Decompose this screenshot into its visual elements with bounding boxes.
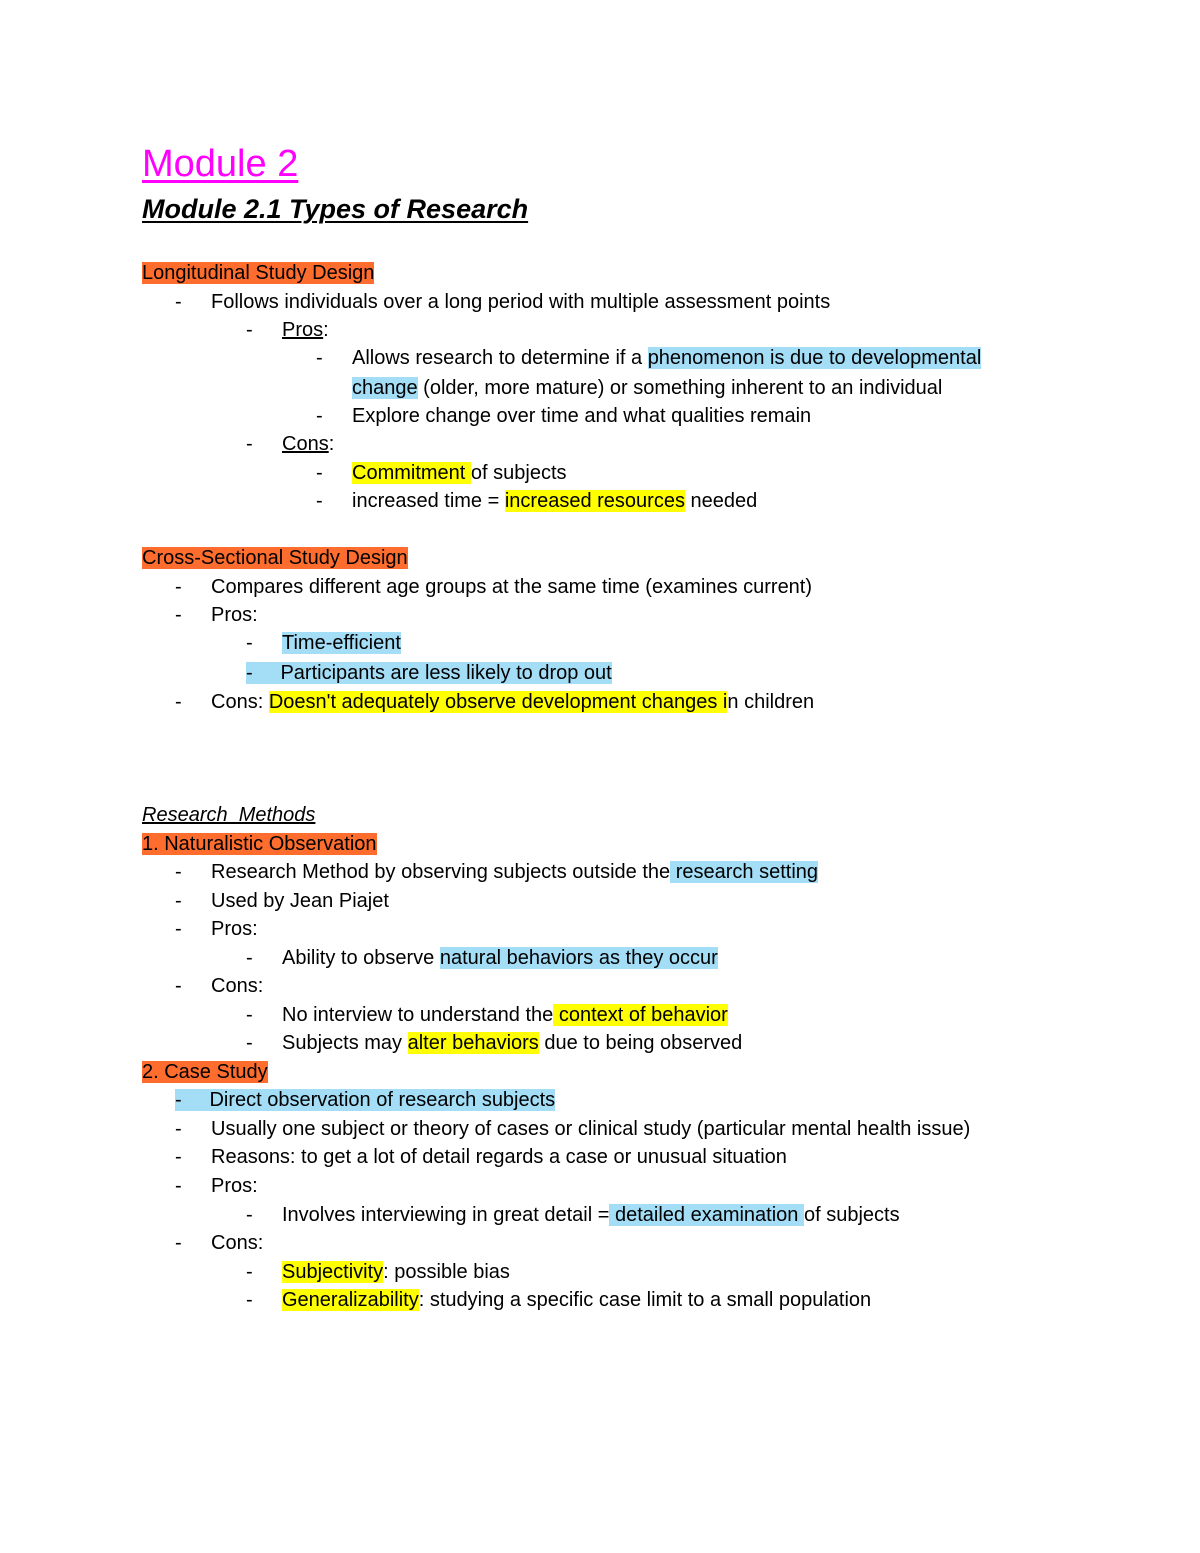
bullet-dash: - (175, 1089, 182, 1111)
list-item-text: Cons: (211, 975, 264, 997)
bullet-dash: - (175, 975, 182, 997)
highlight-text: natural behaviors as they occur (439, 947, 718, 969)
list-item-text: Cons: (211, 1232, 264, 1254)
highlight-text: research setting (670, 861, 819, 883)
list-item-text: Allows research to determine if a (352, 347, 648, 369)
list-item (175, 574, 813, 600)
highlight-text: change (352, 377, 418, 399)
bullet-dash: - (175, 1232, 182, 1254)
colon: : (328, 433, 335, 455)
list-item-text: Research Method by observing subjects outside the (211, 861, 671, 883)
list-item (175, 973, 264, 999)
list-item (175, 602, 258, 628)
bullet-dash: - (246, 433, 253, 455)
list-item (175, 1087, 555, 1113)
list-item (175, 888, 389, 914)
list-item-text: due to being observed (538, 1032, 743, 1054)
list-item (246, 1259, 510, 1285)
list-item (175, 1230, 264, 1256)
highlight-text: phenomenon is due to developmental (647, 347, 982, 369)
list-item-text: Follows individuals over a long period with multiple assessment points (211, 291, 831, 313)
heading-text: 1. Naturalistic Observation (142, 833, 377, 855)
list-item-text: Reasons: to get a lot of detail regards a case or unusual situation (211, 1146, 787, 1168)
highlighted-dash (246, 662, 280, 684)
pros-label: Pros (282, 319, 324, 341)
bullet-dash: - (175, 604, 182, 626)
list-item (316, 403, 812, 429)
page-subtitle: Module 2.1 Types of Research (142, 194, 529, 224)
highlighted-dash (175, 1089, 209, 1111)
bullet-dash: - (175, 861, 182, 883)
list-item (175, 916, 258, 942)
list-item-text: needed (684, 490, 758, 512)
bullet-dash: - (246, 1032, 253, 1054)
list-item-text: of subjects (470, 462, 567, 484)
bullet-dash: - (316, 462, 323, 484)
bullet-dash: - (175, 1175, 182, 1197)
list-item-text: : studying a specific case limit to a small population (418, 1289, 872, 1311)
bullet-dash: - (246, 1289, 253, 1311)
list-item-text: Pros: (211, 918, 258, 940)
list-item (246, 1287, 872, 1313)
list-item (246, 630, 401, 656)
list-item-text: n children (727, 691, 815, 713)
list-item (246, 945, 718, 971)
bullet-dash: - (246, 662, 253, 684)
list-item-text: Explore change over time and what qualities remain (352, 405, 812, 427)
bullet-dash: - (246, 1004, 253, 1026)
list-item (316, 460, 567, 486)
page-title: Module 2 (142, 143, 299, 185)
highlight-text: Commitment (352, 462, 471, 484)
heading-text: Research Methods (142, 804, 316, 826)
highlight-text: Direct observation of research subjects (209, 1089, 556, 1111)
heading-text: 2. Case Study (142, 1061, 268, 1083)
bullet-dash: - (246, 319, 253, 341)
bullet-dash: - (175, 1118, 182, 1140)
list-item (175, 1116, 971, 1142)
list-item-text: increased time = (352, 490, 505, 512)
list-item (175, 289, 831, 315)
list-item-text: Involves interviewing in great detail = (282, 1204, 610, 1226)
cons-label: Cons (282, 433, 329, 455)
list-item-continued (352, 375, 942, 401)
highlight-text: alter behaviors (407, 1032, 539, 1054)
highlight-text: Subjectivity (282, 1261, 384, 1283)
naturalistic-heading (142, 831, 377, 857)
colon: : (323, 319, 329, 341)
bullet-dash: - (175, 691, 182, 713)
list-item (175, 1173, 258, 1199)
list-item-text: Pros: (211, 604, 258, 626)
list-item-text: Ability to observe (282, 947, 440, 969)
list-item-text: Subjects may (282, 1032, 408, 1054)
list-item (175, 1144, 787, 1170)
list-item-text: (older, more mature) or something inherent to an individual (417, 377, 943, 399)
bullet-dash: - (316, 405, 323, 427)
heading-text: Longitudinal Study Design (142, 262, 375, 284)
list-item-text: Used by Jean Piajet (211, 890, 389, 912)
bullet-dash: - (246, 947, 253, 969)
bullet-dash: - (246, 1204, 253, 1226)
list-item-text: Cons: (211, 691, 269, 713)
bullet-dash: - (316, 347, 323, 369)
list-item-text: No interview to understand the (282, 1004, 554, 1026)
list-item-text: Pros: (211, 1175, 258, 1197)
list-item (246, 317, 329, 343)
cross-sectional-heading (142, 545, 408, 571)
list-item (246, 1002, 728, 1028)
highlight-text: context of behavior (553, 1004, 728, 1026)
highlight-text: Time-efficient (282, 632, 401, 654)
list-item (316, 488, 758, 514)
research-methods-heading (142, 802, 315, 828)
bullet-dash: - (175, 918, 182, 940)
bullet-dash: - (175, 576, 182, 598)
highlight-text: detailed examination (609, 1204, 804, 1226)
longitudinal-heading (142, 260, 374, 286)
list-item (246, 1030, 743, 1056)
list-item (175, 859, 819, 885)
highlight-text: Doesn't adequately observe development changes i (268, 691, 728, 713)
list-item (316, 345, 982, 371)
list-item-text: : possible bias (383, 1261, 510, 1283)
bullet-dash: - (175, 890, 182, 912)
bullet-dash: - (175, 291, 182, 313)
list-item (246, 431, 335, 457)
list-item-text: of subjects (803, 1204, 900, 1226)
highlight-text: increased resources (504, 490, 685, 512)
heading-text: Cross-Sectional Study Design (142, 547, 408, 569)
list-item (246, 1202, 900, 1228)
list-item (175, 689, 815, 715)
list-item (246, 660, 612, 686)
bullet-dash: - (246, 1261, 253, 1283)
bullet-dash: - (175, 1146, 182, 1168)
highlight-text: Participants are less likely to drop out (280, 662, 612, 684)
case-study-heading (142, 1059, 268, 1085)
highlight-text: Generalizability (282, 1289, 419, 1311)
list-item-text: Compares different age groups at the same time (examines current) (211, 576, 813, 598)
list-item-text: Usually one subject or theory of cases or clinical study (particular mental health issue) (211, 1118, 971, 1140)
bullet-dash: - (316, 490, 323, 512)
bullet-dash: - (246, 632, 253, 654)
